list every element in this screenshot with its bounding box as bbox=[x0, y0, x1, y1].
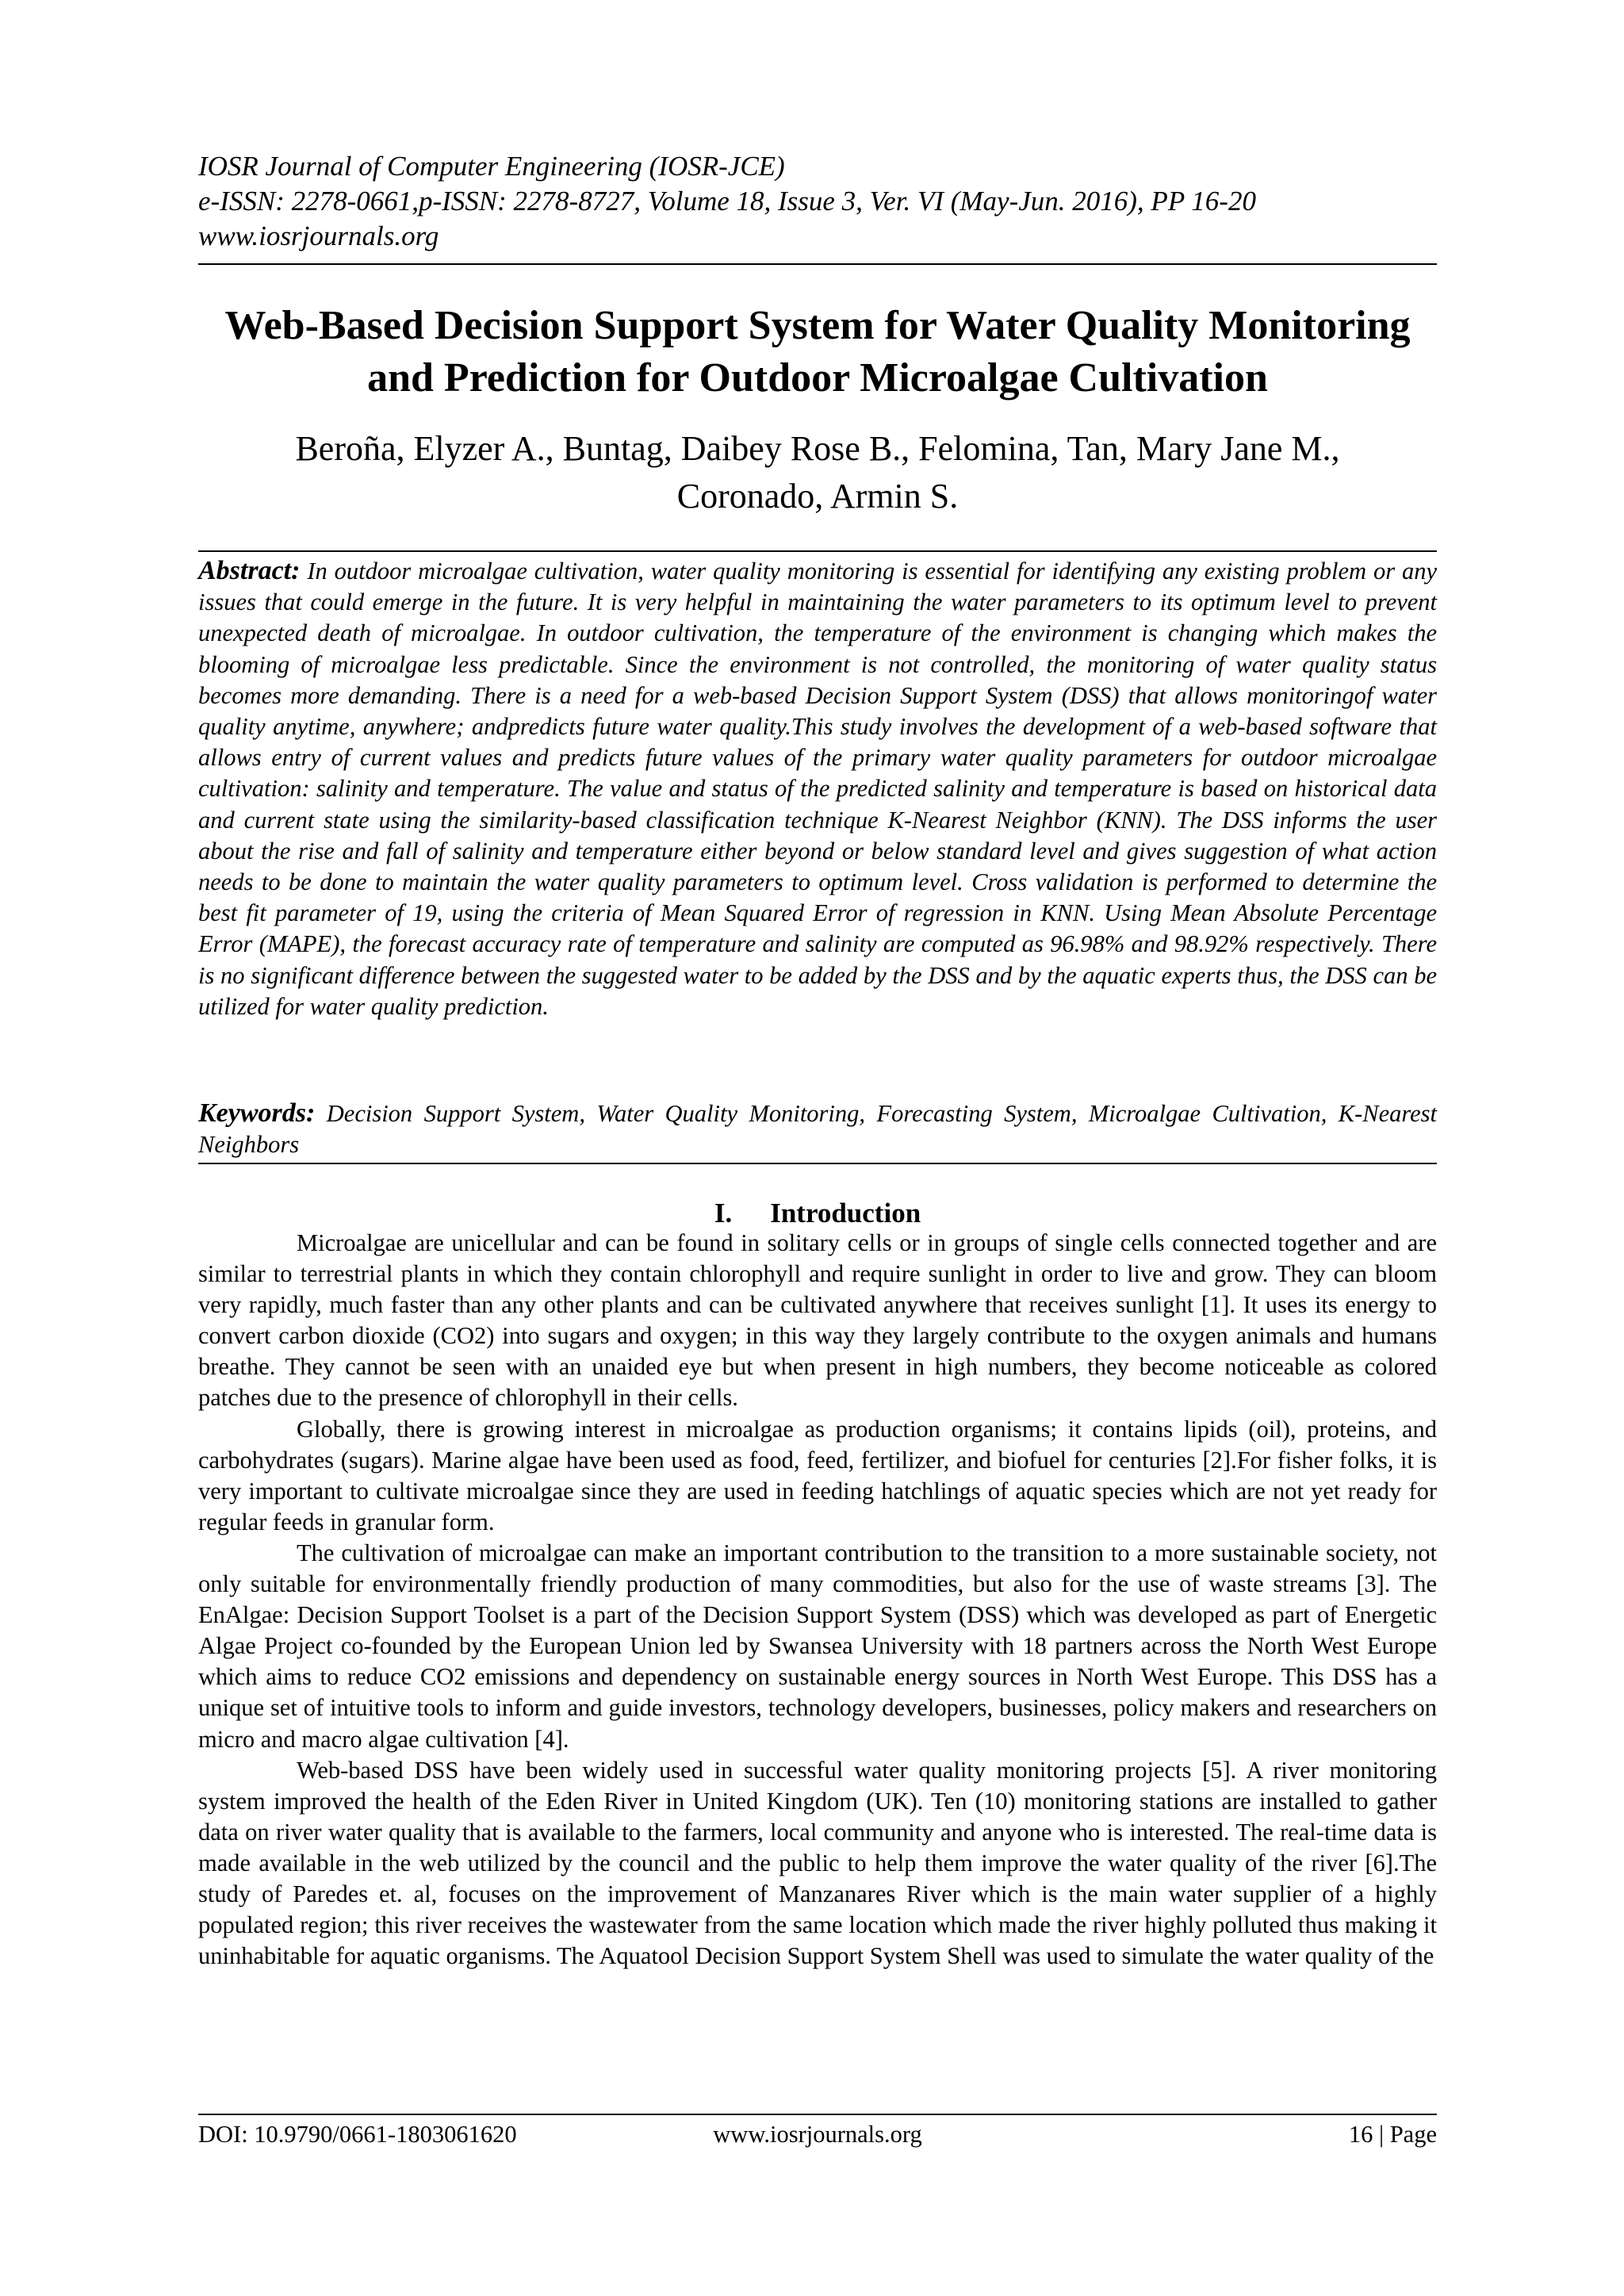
paragraph: Globally, there is growing interest in microalgae as production organisms; it contains lipids (oil), proteins, and carbohydrates (sugars). Marine algae have been used as food, feed, fertilizer, and biofuel for centuries [2].For fisher folks, it is very important to cultivate microalgae since they are used in feeding hatchlings of aquatic species which are not yet ready for regular feeds in granular form. bbox=[198, 1415, 1437, 1535]
abstract-label: Abstract: bbox=[198, 556, 301, 585]
authors-line-1: Beroña, Elyzer A., Buntag, Daibey Rose B., Felomina, Tan, Mary Jane M., bbox=[295, 429, 1340, 468]
footer-website: www.iosrjournals.org bbox=[713, 2121, 922, 2148]
paragraph: Web-based DSS have been widely used in successful water quality monitoring projects [5]. A river monitoring system improved the health of the Eden River in United Kingdom (UK). Ten (10) monitoring stations are installed to gather data on river water quality that is available to the farmers, local community and anyone who is interested. The real-time data is made available in the web utilized by the council and the public to help them improve the water quality of the river [6].The study of Paredes et. al, focuses on the improvement of Manzanares River which is the main water supplier of a highly populated region; this river receives the wastewater from the same location which made the river highly polluted thus making it uninhabitable for aquatic organisms. The Aquatool Decision Support System Shell was used to simulate the water quality of the bbox=[198, 1756, 1437, 1970]
abstract-text: In outdoor microalgae cultivation, water quality monitoring is essential for identifying any existing problem or any issues that could emerge in the future. It is very helpful in maintaining the water parameters to its optimum level to prevent unexpected death of microalgae. In outdoor cultivation, the temperature of the environment is changing which makes the blooming of microalgae less predictable. Since the environment is not controlled, the monitoring of water quality status becomes more demanding. There is a need for a web-based Decision Support System (DSS) that allows monitoringof water quality anytime, anywhere; andpredicts future water quality.This study involves the development of a web-based software that allows entry of current values and predicts future values of the primary water quality parameters for outdoor microalgae cultivation: salinity and temperature. The value and status of the predicted salinity and temperature is based on historical data and current state using the similarity-based classification technique K-Nearest Neighbor (KNN). The DSS informs the user about the rise and fall of salinity and temperature either beyond or below standard level and gives suggestion of what action needs to be done to maintain the water quality parameters to optimum level. Cross validation is performed to determine the best fit parameter of 19, using the criteria of Mean Squared Error of regression in KNN. Using Mean Absolute Percentage Error (MAPE), the forecast accuracy rate of temperature and salinity are computed as 96.98% and 98.92% respectively. There is no significant difference between the suggested water to be added by the DSS and by the aquatic experts thus, the DSS can be utilized for water quality prediction. bbox=[198, 558, 1437, 1020]
footer-page-number: 16 | Page bbox=[1348, 2121, 1437, 2148]
abstract-rule bbox=[198, 550, 1437, 552]
paper-title: Web-Based Decision Support System for Water Quality Monitoring and Prediction for Outdoor Microalgae Cultivation bbox=[224, 303, 1411, 401]
introduction-body bbox=[198, 1228, 1437, 1972]
abstract bbox=[198, 555, 1437, 1022]
authors bbox=[198, 425, 1437, 520]
journal-website: www.iosrjournals.org bbox=[198, 220, 439, 251]
section-title: Introduction bbox=[770, 1198, 921, 1228]
keywords bbox=[198, 1098, 1437, 1160]
footer-rule bbox=[198, 2114, 1437, 2115]
authors-line-2: Coronado, Armin S. bbox=[676, 477, 959, 516]
journal-header bbox=[198, 149, 1437, 254]
keywords-rule bbox=[198, 1163, 1437, 1164]
paragraph: Microalgae are unicellular and can be found in solitary cells or in groups of single cells connected together and are similar to terrestrial plants in which they contain chlorophyll and require sunlight in order to live and grow. They can bloom very rapidly, much faster than any other plants and can be cultivated anywhere that receives sunlight [1]. It uses its energy to convert carbon dioxide (CO2) into sugars and oxygen; in this way they largely contribute to the oxygen animals and humans breathe. They cannot be seen with an unaided eye but when present in high numbers, they become noticeable as colored patches due to the presence of chlorophyll in their cells. bbox=[198, 1229, 1437, 1412]
section-heading bbox=[198, 1196, 1437, 1231]
keywords-text: Decision Support System, Water Quality Monitoring, Forecasting System, Microalgae Cultivation, K-Nearest Neighbors bbox=[198, 1100, 1438, 1159]
footer-doi: DOI: 10.9790/0661-1803061620 bbox=[198, 2121, 517, 2148]
issn-line: e-ISSN: 2278-0661,p-ISSN: 2278-8727, Volume 18, Issue 3, Ver. VI (May-Jun. 2016), PP 16-20 bbox=[198, 186, 1256, 217]
section-number: I. bbox=[714, 1198, 733, 1228]
paragraph: The cultivation of microalgae can make an important contribution to the transition to a more sustainable society, not only suitable for environmentally friendly production of many commodities, but also for the use of waste streams [3]. The EnAlgae: Decision Support Toolset is a part of the Decision Support System (DSS) which was developed as part of Energetic Algae Project co-founded by the European Union led by Swansea University with 18 partners across the North West Europe which aims to reduce CO2 emissions and dependency on sustainable energy sources in North West Europe. This DSS has a unique set of intuitive tools to inform and guide investors, technology developers, businesses, policy makers and researchers on micro and macro algae cultivation [4]. bbox=[198, 1539, 1437, 1753]
header-rule bbox=[198, 263, 1437, 265]
keywords-label: Keywords: bbox=[198, 1098, 316, 1128]
journal-name: IOSR Journal of Computer Engineering (IOSR-JCE) bbox=[198, 151, 785, 182]
